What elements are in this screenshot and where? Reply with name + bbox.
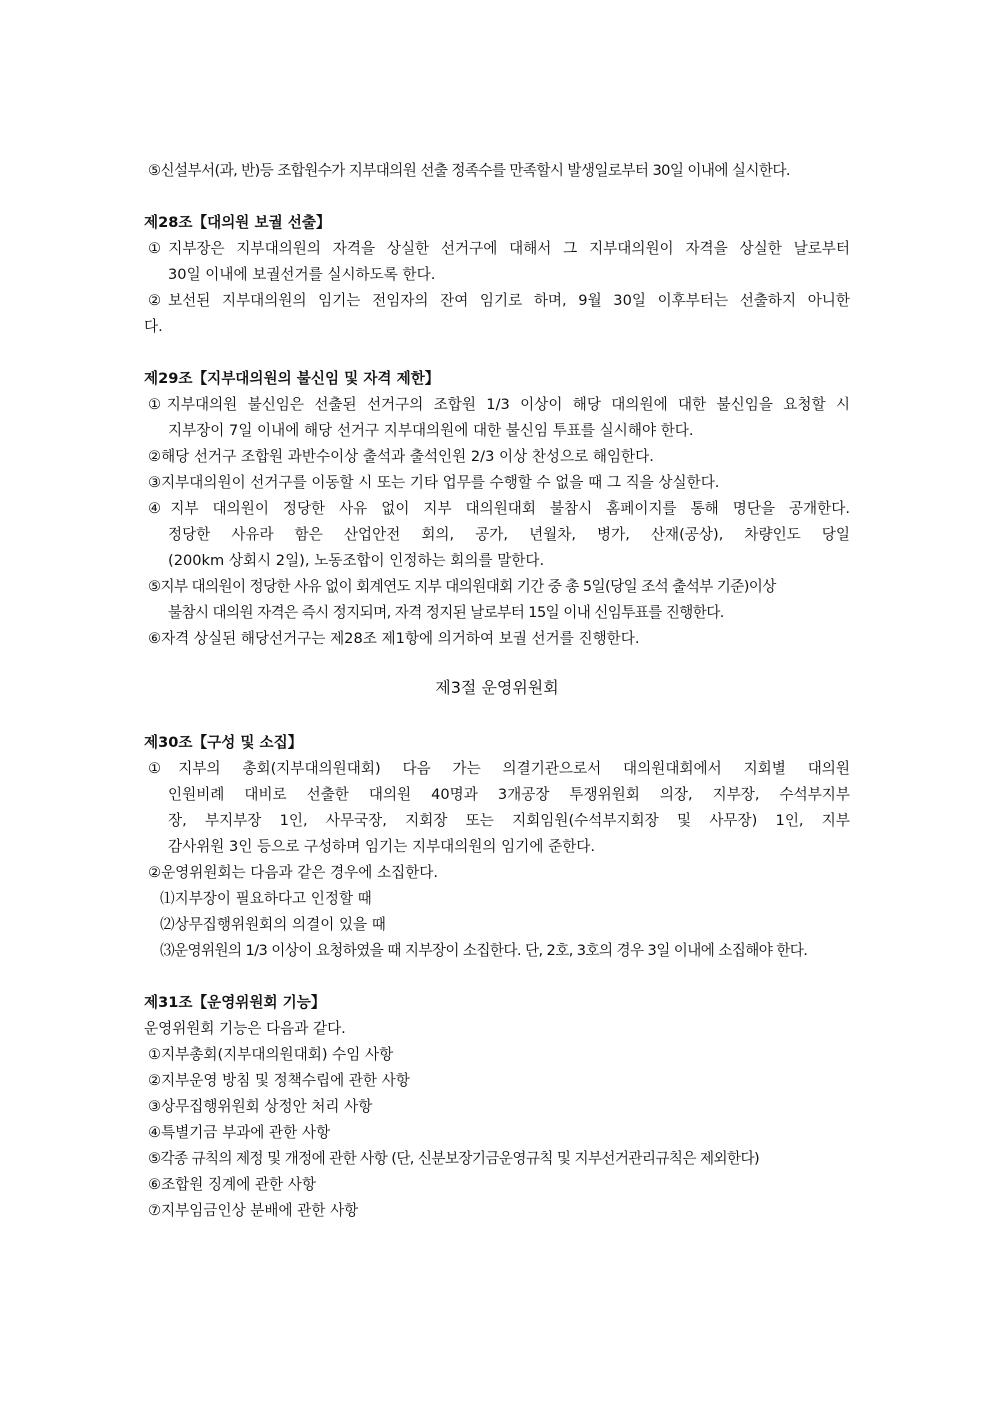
art28-item2-line2: 다. xyxy=(144,318,163,335)
article-31-heading: 제31조【운영위원회 기능】 xyxy=(144,994,326,1011)
art29-item5-line1: ⑤지부 대의원이 정당한 사유 없이 회계연도 지부 대의원대회 기간 중 총 5일(당일 조석 출석부 기준)이상 xyxy=(148,578,776,595)
art31-item1: ①지부총회(지부대의원대회) 수임 사항 xyxy=(148,1046,394,1063)
art29-item2: ②해당 선거구 조합원 과반수이상 출석과 출석인원 2/3 이상 찬성으로 해임한다. xyxy=(148,448,654,465)
art31-item7: ⑦지부임금인상 분배에 관한 사항 xyxy=(148,1202,359,1219)
art28-item1-line2: 30일 이내에 보궐선거를 실시하도록 한다. xyxy=(168,266,436,283)
art29-item4-line1: ④지부 대의원이 정당한 사유 없이 지부 대의원대회 불참시 홈페이지를 통해 명단을 공개한다. xyxy=(148,500,850,517)
art30-item1-line1: ①지부의 총회(지부대의원대회) 다음 가는 의결기관으로서 대의원대회에서 지회별 대의원 xyxy=(148,760,850,777)
section-title: 제3절 운영위원회 xyxy=(435,678,559,697)
art30-sub2: ⑵상무집행위원회의 의결이 있을 때 xyxy=(160,916,386,933)
art30-item1-line4: 감사위원 3인 등으로 구성하며 임기는 지부대의원의 임기에 준한다. xyxy=(168,838,596,855)
art30-item2: ②운영위원회는 다음과 같은 경우에 소집한다. xyxy=(148,864,439,881)
art29-item3: ③지부대의원이 선거구를 이동할 시 또는 기타 업무를 수행할 수 없을 때 그 직을 상실한다. xyxy=(148,474,720,491)
art29-item4-line2: 정당한 사유라 함은 산업안전 회의, 공가, 년월차, 병가, 산재(공상), 차량인도 당일 xyxy=(168,526,850,543)
art29-item6: ⑥자격 상실된 해당선거구는 제28조 제1항에 의거하여 보궐 선거를 진행한다. xyxy=(148,630,640,647)
art28-item1-line1: ①지부장은 지부대의원의 자격을 상실한 선거구에 대해서 그 지부대의원이 자격을 상실한 날로부터 xyxy=(148,240,850,257)
art28-item2-line1: ②보선된 지부대의원의 임기는 전임자의 잔여 임기로 하며, 9월 30일 이후부터는 선출하지 아니한 xyxy=(148,292,850,309)
art31-item5: ⑤각종 규칙의 제정 및 개정에 관한 사항 (단, 신분보장기금운영규칙 및 지부선거관리규칙은 제외한다) xyxy=(148,1150,760,1167)
art30-item1-line2: 인원비례 대비로 선출한 대의원 40명과 3개공장 투쟁위원회 의장, 지부장, 수석부지부 xyxy=(168,786,850,803)
art30-sub1: ⑴지부장이 필요하다고 인정할 때 xyxy=(160,890,372,907)
article-29-heading: 제29조【지부대의원의 불신임 및 자격 제한】 xyxy=(144,370,440,387)
art29-item1-line2: 지부장이 7일 이내에 해당 선거구 지부대의원에 대한 불신임 투표를 실시해야 한다. xyxy=(168,422,694,439)
art31-item3: ③상무집행위원회 상정안 처리 사항 xyxy=(148,1098,373,1115)
art31-item2: ②지부운영 방침 및 정책수립에 관한 사항 xyxy=(148,1072,410,1089)
art29-item4-line3: (200km 상회시 2일), 노동조합이 인정하는 회의를 말한다. xyxy=(168,552,545,569)
art31-item4: ④특별기금 부과에 관한 사항 xyxy=(148,1124,331,1141)
art31-intro: 운영위원회 기능은 다음과 같다. xyxy=(144,1020,346,1037)
paragraph-art27-item5: ⑤신설부서(과, 반)등 조합원수가 지부대의원 선출 정족수를 만족할시 발생일로부터 30일 이내에 실시한다. xyxy=(148,162,790,179)
article-28-heading: 제28조【대의원 보궐 선출】 xyxy=(144,214,331,231)
art29-item5-line2: 불참시 대의원 자격은 즉시 정지되며, 자격 정지된 날로부터 15일 이내 신임투표를 진행한다. xyxy=(168,604,724,621)
art29-item1-line1: ①지부대의원 불신임은 선출된 선거구의 조합원 1/3 이상이 해당 대의원에 대한 불신임을 요청할 시 xyxy=(148,396,850,413)
article-30-heading: 제30조【구성 및 소집】 xyxy=(144,734,303,751)
document-page xyxy=(144,158,850,1224)
art31-item6: ⑥조합원 징계에 관한 사항 xyxy=(148,1176,316,1193)
art30-sub3: ⑶운영위원의 1/3 이상이 요청하였을 때 지부장이 소집한다. 단, 2호, 3호의 경우 3일 이내에 소집해야 한다. xyxy=(160,942,808,959)
art30-item1-line3: 장, 부지부장 1인, 사무국장, 지회장 또는 지회임원(수석부지회장 및 사무장) 1인, 지부 xyxy=(168,812,850,829)
